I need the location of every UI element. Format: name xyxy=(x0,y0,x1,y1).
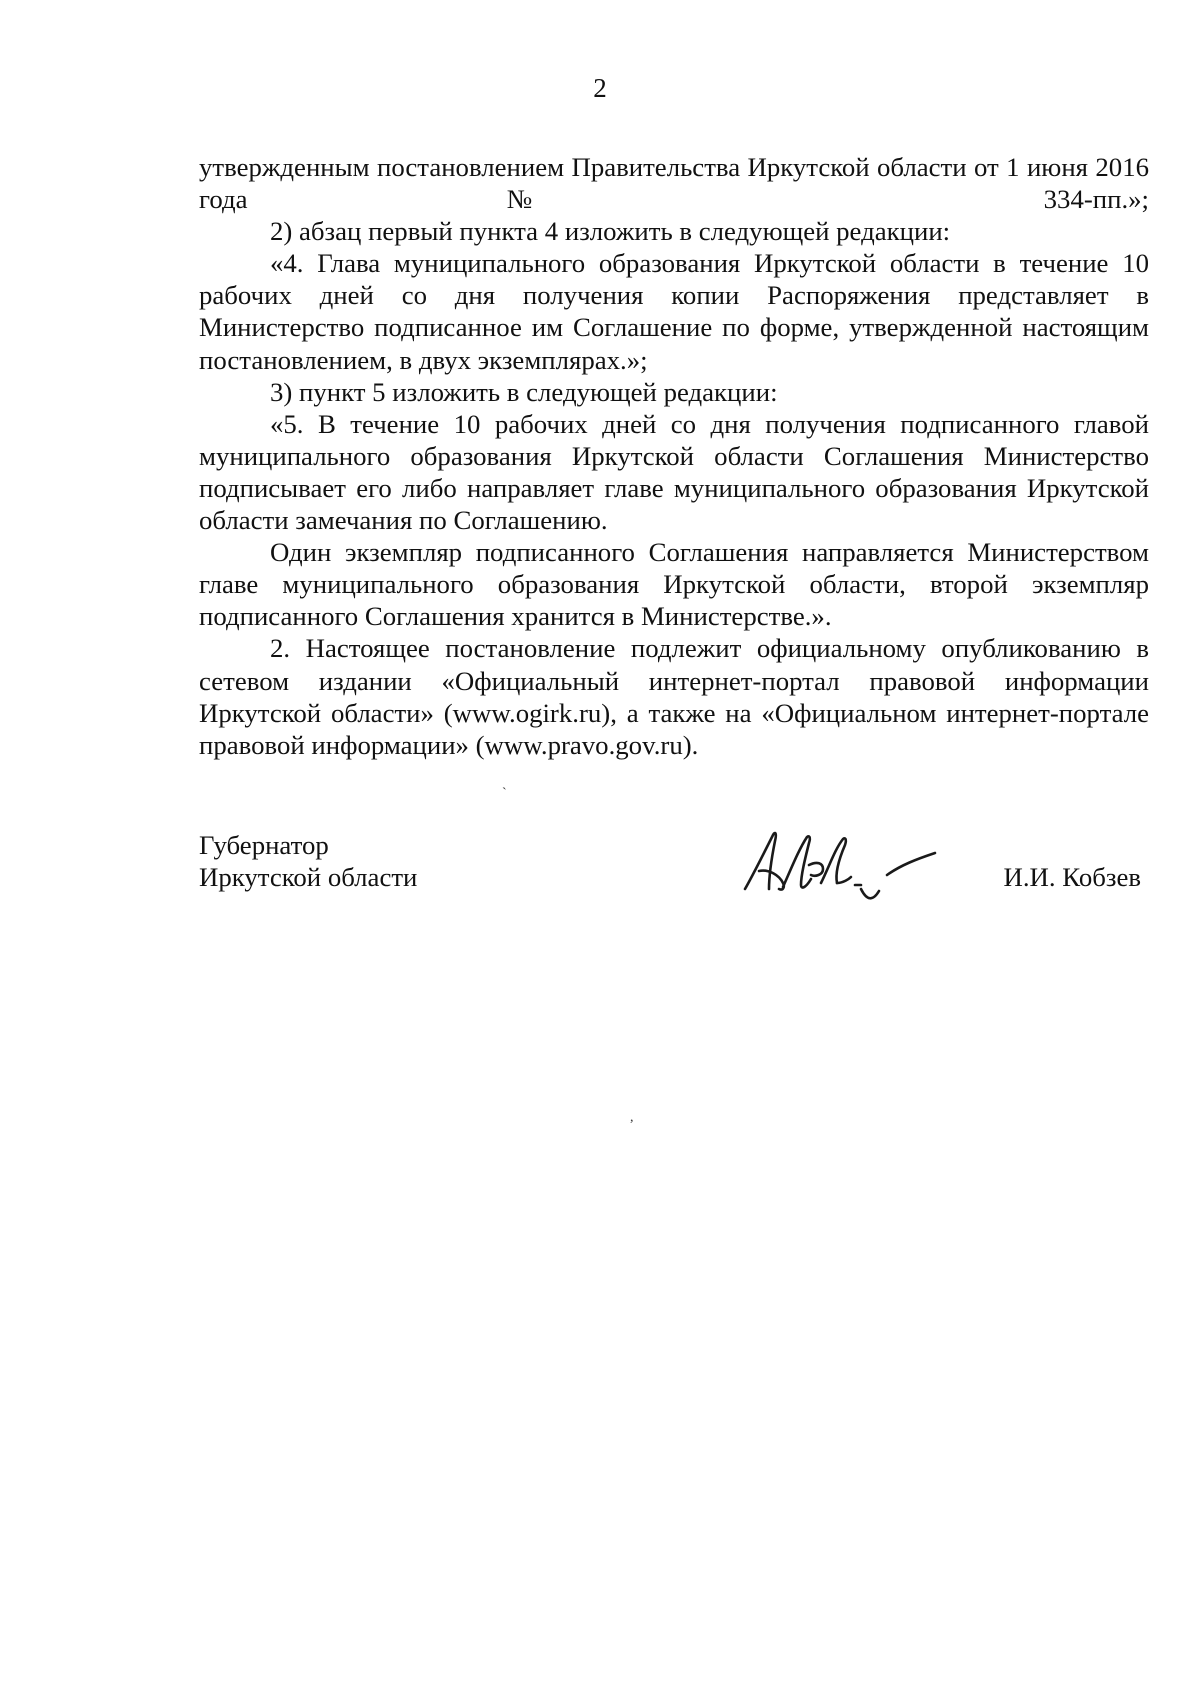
paragraph-amendment-2: 2) абзац первый пункта 4 изложить в следующей редакции: xyxy=(270,216,951,247)
paragraph-clause-4: «4. Глава муниципального образования Иркутской области в течение 10 рабочих дней со дня получения копии Распоряжения представляет в Министерство подписанное им Соглашение по форме, утвержденной настоящим постановлением, в двух экземплярах.»; xyxy=(199,248,1149,375)
paragraph-publication: 2. Настоящее постановление подлежит официальному опубликованию в сетевом издании «Официальный интернет-портал правовой информации Иркутской области» (www.ogirk.ru), а также на «Официальном интернет-портале правовой информации» (www.pravo.gov.ru). xyxy=(199,633,1149,760)
signature-block xyxy=(199,829,1149,919)
paragraph-clause-5: «5. В течение 10 рабочих дней со дня получения подписанного главой муниципального образования Иркутской области Соглашения Министерство подписывает его либо направляет главе муниципального образования Иркутской области замечания по Соглашению. xyxy=(199,408,1149,536)
signer-title-line: Губернатор xyxy=(199,830,329,860)
signer-name: И.И. Кобзев xyxy=(1003,862,1141,892)
paragraph-continuation: утвержденным постановлением Правительства Иркутской области от 1 июня 2016 года № 334-пп.»; xyxy=(199,152,1149,215)
stray-ink-mark: ` xyxy=(502,786,507,801)
paragraph-amendment-3: 3) пункт 5 изложить в следующей редакции: xyxy=(270,376,778,407)
signer-title xyxy=(199,829,417,893)
stray-ink-mark: , xyxy=(630,1110,634,1125)
document-body xyxy=(199,151,1149,761)
handwritten-signature xyxy=(739,823,949,915)
signer-title-line: Иркутской области xyxy=(199,862,418,892)
page-number: 2 xyxy=(593,73,607,103)
paragraph-clause-5-second: Один экземпляр подписанного Соглашения направляется Министерством главе муниципального образования Иркутской области, второй экземпляр подписанного Соглашения хранится в Министерстве.». xyxy=(199,537,1149,632)
